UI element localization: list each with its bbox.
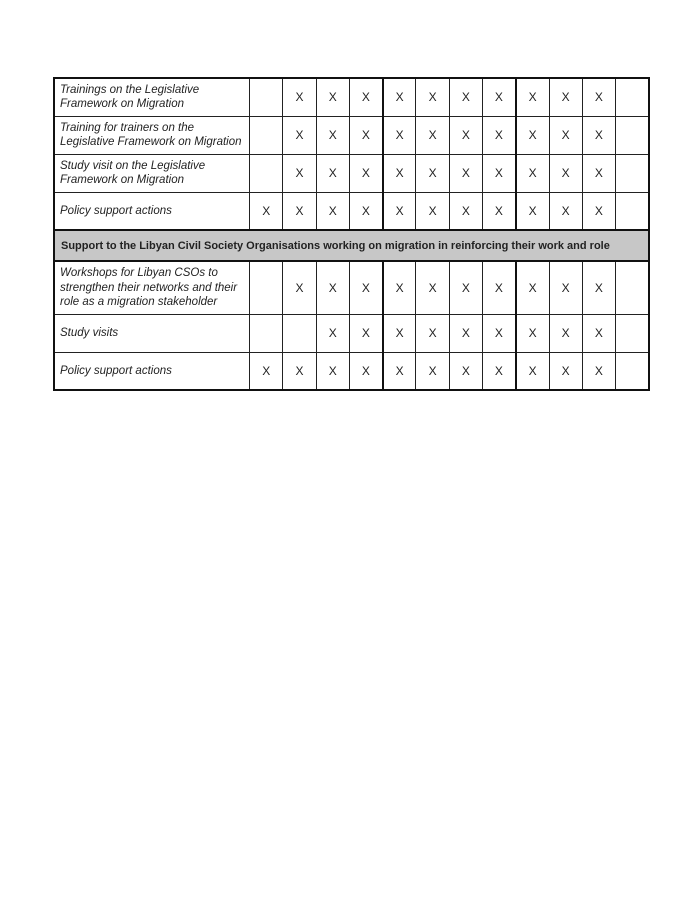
schedule-cell: X <box>483 154 516 192</box>
schedule-cell: X <box>283 116 316 154</box>
schedule-cell: X <box>582 314 615 352</box>
schedule-cell: X <box>283 192 316 230</box>
schedule-cell: X <box>283 154 316 192</box>
schedule-cell <box>250 116 283 154</box>
activity-label: Study visits <box>54 314 250 352</box>
activity-row <box>54 116 649 154</box>
schedule-cell: X <box>349 314 382 352</box>
schedule-cell: X <box>383 116 416 154</box>
schedule-cell: X <box>416 261 449 314</box>
schedule-cell: X <box>549 314 582 352</box>
schedule-cell: X <box>349 116 382 154</box>
schedule-cell <box>250 154 283 192</box>
schedule-cell: X <box>449 314 482 352</box>
activity-row <box>54 154 649 192</box>
activity-row <box>54 78 649 116</box>
schedule-cell: X <box>283 261 316 314</box>
activity-row <box>54 352 649 390</box>
activity-schedule-table <box>53 77 650 391</box>
schedule-cell: X <box>283 78 316 116</box>
section-header-row <box>54 230 649 261</box>
schedule-cell: X <box>582 261 615 314</box>
activity-label: Training for trainers on the Legislative Framework on Migration <box>54 116 250 154</box>
schedule-cell <box>616 261 649 314</box>
schedule-cell: X <box>516 261 549 314</box>
schedule-cell: X <box>549 116 582 154</box>
schedule-cell: X <box>483 261 516 314</box>
schedule-cell <box>616 78 649 116</box>
schedule-cell <box>616 154 649 192</box>
schedule-cell: X <box>383 261 416 314</box>
schedule-cell <box>250 261 283 314</box>
activity-label: Policy support actions <box>54 352 250 390</box>
schedule-cell: X <box>549 154 582 192</box>
schedule-cell: X <box>516 352 549 390</box>
schedule-cell: X <box>383 154 416 192</box>
schedule-cell: X <box>449 116 482 154</box>
activity-label: Policy support actions <box>54 192 250 230</box>
schedule-cell: X <box>549 192 582 230</box>
schedule-cell: X <box>416 116 449 154</box>
schedule-cell: X <box>383 314 416 352</box>
schedule-cell: X <box>449 78 482 116</box>
schedule-cell: X <box>582 78 615 116</box>
schedule-cell: X <box>316 192 349 230</box>
activity-label: Trainings on the Legislative Framework on Migration <box>54 78 250 116</box>
activity-label: Study visit on the Legislative Framework on Migration <box>54 154 250 192</box>
schedule-cell: X <box>449 352 482 390</box>
schedule-cell: X <box>250 192 283 230</box>
schedule-cell: X <box>349 154 382 192</box>
activity-row <box>54 192 649 230</box>
schedule-cell: X <box>383 78 416 116</box>
schedule-cell: X <box>483 116 516 154</box>
schedule-cell: X <box>449 192 482 230</box>
schedule-cell: X <box>416 192 449 230</box>
schedule-cell <box>616 116 649 154</box>
schedule-cell <box>616 352 649 390</box>
schedule-cell: X <box>483 78 516 116</box>
schedule-cell: X <box>516 154 549 192</box>
schedule-cell: X <box>516 78 549 116</box>
activity-schedule-table-wrapper <box>53 77 650 391</box>
schedule-cell: X <box>316 314 349 352</box>
schedule-cell: X <box>316 261 349 314</box>
schedule-cell: X <box>349 78 382 116</box>
schedule-cell: X <box>549 352 582 390</box>
schedule-cell: X <box>516 192 549 230</box>
schedule-cell: X <box>582 116 615 154</box>
schedule-cell: X <box>383 352 416 390</box>
schedule-cell: X <box>349 261 382 314</box>
schedule-cell <box>616 192 649 230</box>
table-body <box>54 78 649 390</box>
schedule-cell: X <box>549 261 582 314</box>
schedule-cell: X <box>483 352 516 390</box>
schedule-cell: X <box>449 261 482 314</box>
schedule-cell: X <box>416 314 449 352</box>
schedule-cell: X <box>416 352 449 390</box>
schedule-cell: X <box>416 154 449 192</box>
schedule-cell: X <box>582 352 615 390</box>
schedule-cell: X <box>582 192 615 230</box>
schedule-cell: X <box>349 352 382 390</box>
schedule-cell: X <box>316 116 349 154</box>
schedule-cell: X <box>316 78 349 116</box>
schedule-cell: X <box>582 154 615 192</box>
schedule-cell: X <box>349 192 382 230</box>
schedule-cell: X <box>516 116 549 154</box>
schedule-cell: X <box>316 352 349 390</box>
schedule-cell: X <box>483 314 516 352</box>
schedule-cell: X <box>483 192 516 230</box>
schedule-cell <box>250 314 283 352</box>
schedule-cell <box>283 314 316 352</box>
schedule-cell: X <box>250 352 283 390</box>
schedule-cell: X <box>283 352 316 390</box>
activity-row <box>54 261 649 314</box>
schedule-cell: X <box>549 78 582 116</box>
schedule-cell: X <box>316 154 349 192</box>
schedule-cell: X <box>516 314 549 352</box>
schedule-cell <box>616 314 649 352</box>
section-header: Support to the Libyan Civil Society Organisations working on migration in reinforcing their work and role <box>54 230 649 261</box>
schedule-cell <box>250 78 283 116</box>
schedule-cell: X <box>383 192 416 230</box>
activity-label: Workshops for Libyan CSOs to strengthen their networks and their role as a migration stakeholder <box>54 261 250 314</box>
schedule-cell: X <box>449 154 482 192</box>
schedule-cell: X <box>416 78 449 116</box>
activity-row <box>54 314 649 352</box>
